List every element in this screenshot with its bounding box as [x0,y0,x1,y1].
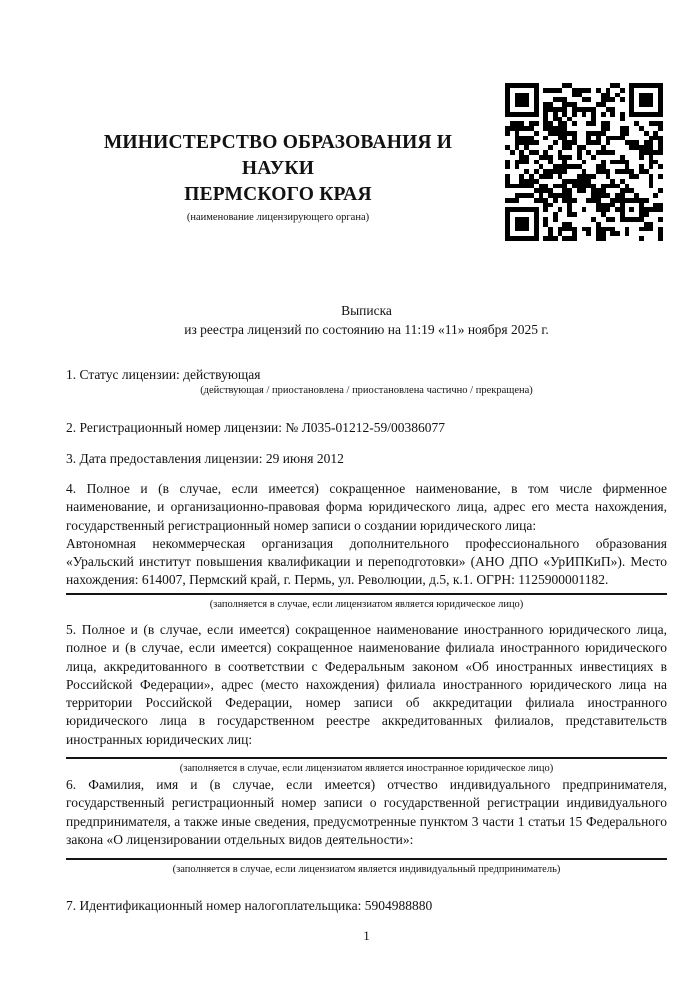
item-taxpayer-number [66,897,667,915]
legal-entity-label: 4. Полное и (в случае, если имеется) сокращенное наименование, в том числе фирменное наименование, и организационно-правовая форма юридического лица, адрес его места нахождения, государственный регистрационный номер записи о создании юридического лица: [66,481,667,533]
foreign-entity-label: 5. Полное и (в случае, если имеется) сокращенное наименование иностранного юридического лица, полное и (в случае, если имеется) сокращенное наименование филиала иностранного юридического лица, аккредитованного в соответствии с Федеральным законом «Об иностранных инвестициях в Российской Федерации», адрес (место нахождения) филиала иностранного юридического лица на территории Российской Федерации, номер записи об аккредитации филиала иностранного юридического лица в государственном реестре аккредитованных филиалов, представительств иностранных юридических лиц: [66,622,667,747]
item-registration-number [66,419,667,437]
document-title-line1: Выписка [341,303,392,318]
individual-entrepreneur-label: 6. Фамилия, имя и (в случае, если имеется) отчество индивидуального предпринимателя, государственный регистрационный номер записи о государственной регистрации индивидуального предпринимателя, а также иные сведения, предусмотренные пунктом 3 части 1 статьи 15 Федерального закона «О лицензировании отдельных видов деятельности»: [66,777,667,847]
item-license-grant-date [66,450,667,468]
foreign-entity-caption: (заполняется в случае, если лицензиатом является иностранное юридическое лицо) [179,763,554,775]
licensing-authority-header [66,130,490,224]
ministry-name [66,130,490,208]
registration-number-text: 2. Регистрационный номер лицензии: № Л035-01212-59/00386077 [66,420,446,435]
individual-entrepreneur-underline [66,858,667,860]
licensing-authority-caption: (наименование лицензирующего органа) [186,212,370,223]
qr-code-icon [505,83,663,241]
individual-entrepreneur-caption: (заполняется в случае, если лицензиатом является индивидуальный предприниматель) [172,864,561,876]
page-number: 1 [363,928,370,943]
item-individual-entrepreneur [66,776,667,876]
item-legal-entity [66,480,667,611]
ministry-name-line2: ПЕРМСКОГО КРАЯ [184,184,372,205]
license-status-caption: (действующая / приостановлена / приостановлена частично / прекращена) [200,385,533,397]
foreign-entity-underline [66,757,667,759]
ministry-name-line1: МИНИСТЕРСТВО ОБРАЗОВАНИЯ И НАУКИ [103,132,453,179]
item-license-status [66,366,667,397]
license-status-text: 1. Статус лицензии: действующая [66,367,261,382]
legal-entity-caption: (заполняется в случае, если лицензиатом является юридическое лицо) [209,598,524,610]
item-foreign-entity [66,621,667,775]
license-grant-date-text: 3. Дата предоставления лицензии: 29 июня 2012 [66,451,344,466]
legal-entity-underline [66,593,667,595]
document-title-line2: из реестра лицензий по состоянию на 11:19 «11» ноября 2025 г. [184,321,549,337]
legal-entity-value: Автономная некоммерческая организация дополнительного профессионального образования «Уральский институт повышения квалификации и переподготовки» (АНО ДПО «УрИПКиП»). Место нахождения: 614007, Пермский край, г. Пермь, ул. Революции, д.5, к.1. ОГРН: 1125900001182. [66,535,667,588]
taxpayer-number-text: 7. Идентификационный номер налогоплательщика: 5904988880 [66,898,433,913]
document-title [66,302,667,339]
